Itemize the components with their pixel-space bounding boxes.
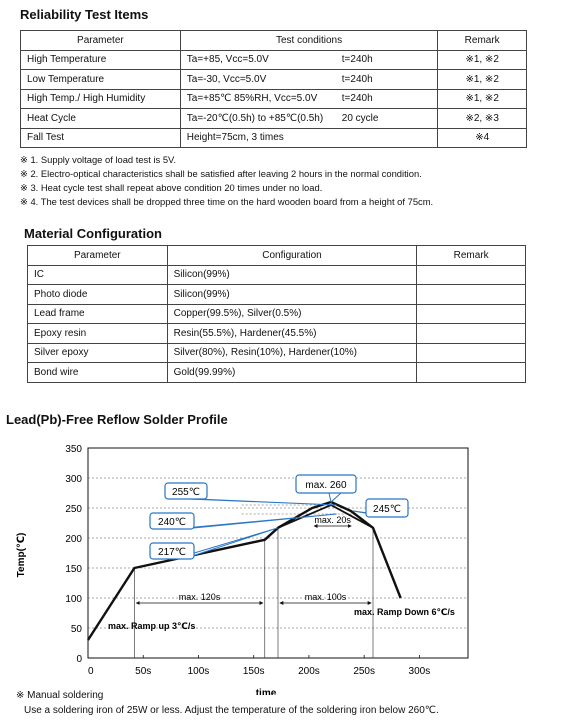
callout-label: max. 260: [305, 480, 347, 491]
y-tick-label: 50: [70, 624, 82, 635]
x-tick-label: 300s: [408, 666, 431, 677]
row-parameter: Lead frame: [28, 304, 168, 324]
x-tick-label: 100s: [187, 666, 210, 677]
y-tick-label: 0: [76, 654, 82, 665]
row-parameter: High Temp./ High Humidity: [21, 89, 181, 109]
y-tick-label: 100: [65, 594, 82, 605]
table-row: [28, 363, 526, 383]
header-parameter: Parameter: [28, 246, 168, 266]
row-condition: [180, 50, 438, 70]
row-remark: [417, 343, 526, 363]
header-remark: Remark: [438, 31, 527, 51]
row-condition: [180, 70, 438, 90]
span-label: max. 20s: [314, 515, 351, 525]
header-test-conditions: Test conditions: [180, 31, 438, 51]
row-remark: ※1, ※2: [438, 50, 527, 70]
table-row: [28, 304, 526, 324]
row-parameter: IC: [28, 265, 168, 285]
table-row: [21, 109, 527, 129]
table-row: [21, 128, 527, 148]
row-remark: [417, 324, 526, 344]
callout-pointer: [188, 499, 336, 505]
callout-pointer: [174, 514, 336, 529]
note: ※ 1. Supply voltage of load test is 5V.: [20, 154, 177, 165]
y-tick-label: 250: [65, 504, 82, 515]
condition-text: Ta=+85, Vcc=5.0V: [186, 54, 269, 66]
row-remark: [417, 285, 526, 305]
span-label: max. 100s: [304, 592, 347, 602]
callout-label: 245℃: [373, 504, 401, 515]
x-tick-label: 150s: [242, 666, 265, 677]
row-remark: ※4: [438, 128, 527, 148]
condition-text: Height=75cm, 3 times: [186, 132, 284, 144]
row-condition: [180, 128, 438, 148]
row-configuration: Silicon(99%): [167, 285, 417, 305]
material-title: Material Configuration: [24, 226, 162, 241]
condition-time: t=240h: [341, 73, 373, 85]
material-table: [27, 245, 526, 383]
profile-title: Lead(Pb)-Free Reflow Solder Profile: [6, 412, 228, 427]
row-remark: ※1, ※2: [438, 70, 527, 90]
header-remark: Remark: [417, 246, 526, 266]
row-configuration: Gold(99.99%): [167, 363, 417, 383]
condition-text: Ta=-20℃(0.5h) to +85℃(0.5h): [186, 112, 324, 124]
row-parameter: Heat Cycle: [21, 109, 181, 129]
row-remark: [417, 265, 526, 285]
x-tick-label: 250s: [353, 666, 376, 677]
row-configuration: Resin(55.5%), Hardener(45.5%): [167, 324, 417, 344]
row-remark: ※2, ※3: [438, 109, 527, 129]
row-parameter: Bond wire: [28, 363, 168, 383]
axis-ticks: [65, 444, 430, 677]
row-condition: [180, 109, 438, 129]
reliability-notes: [20, 153, 433, 209]
table-row: [21, 50, 527, 70]
table-header-row: [21, 31, 527, 51]
x-tick-label: 200s: [298, 666, 320, 677]
condition-text: Ta=-30, Vcc=5.0V: [186, 73, 267, 85]
table-row: [28, 265, 526, 285]
table-row: [21, 70, 527, 90]
header-parameter: Parameter: [21, 31, 181, 51]
y-axis-label: Temp(℃): [16, 532, 27, 578]
condition-time: 20 cycle: [341, 112, 379, 124]
note: ※ 3. Heat cycle test shall repeat above condition 20 times under no load.: [20, 182, 323, 193]
row-parameter: Low Temperature: [21, 70, 181, 90]
y-tick-label: 350: [65, 444, 82, 455]
footer-note-title: ※ Manual soldering: [16, 690, 104, 701]
row-parameter: Photo diode: [28, 285, 168, 305]
note: ※ 2. Electro-optical characteristics shall be satisfied after leaving 2 hours in the normal condition.: [20, 168, 422, 179]
temperature-callouts: [150, 475, 408, 559]
table-row: [28, 343, 526, 363]
row-remark: ※1, ※2: [438, 89, 527, 109]
reliability-title: Reliability Test Items: [20, 7, 149, 22]
reliability-table: [20, 30, 527, 148]
row-configuration: Silicon(99%): [167, 265, 417, 285]
note: ※ 4. The test devices shall be dropped three time on the hard wooden board from a height of 75cm.: [20, 196, 434, 207]
footer-note-text: Use a soldering iron of 25W or less. Adjust the temperature of the soldering iron below 260℃.: [24, 705, 439, 716]
y-tick-label: 300: [65, 474, 82, 485]
callout-label: 217℃: [158, 547, 186, 558]
row-configuration: Silver(80%), Resin(10%), Hardener(10%): [167, 343, 417, 363]
y-tick-label: 200: [65, 534, 82, 545]
table-row: [28, 285, 526, 305]
row-remark: [417, 363, 526, 383]
x-tick-label: 0: [88, 666, 94, 677]
row-parameter: Fall Test: [21, 128, 181, 148]
ramp-down-annotation: max. Ramp Down 6℃/s: [354, 607, 455, 617]
table-header-row: [28, 246, 526, 266]
x-tick-label: 50s: [135, 666, 152, 677]
callout-pointer: [329, 493, 341, 502]
header-configuration: Configuration: [167, 246, 417, 266]
table-row: [28, 324, 526, 344]
row-configuration: Copper(99.5%), Silver(0.5%): [167, 304, 417, 324]
condition-time: t=240h: [341, 93, 373, 105]
reflow-profile-chart: [0, 405, 573, 695]
row-remark: [417, 304, 526, 324]
condition-text: Ta=+85℃ 85%RH, Vcc=5.0V: [186, 93, 318, 105]
x-axis-label: time: [255, 688, 277, 695]
row-parameter: High Temperature: [21, 50, 181, 70]
callout-label: 255℃: [172, 487, 200, 498]
row-parameter: Epoxy resin: [28, 324, 168, 344]
span-label: max. 120s: [178, 592, 221, 602]
table-row: [21, 89, 527, 109]
row-parameter: Silver epoxy: [28, 343, 168, 363]
ramp-up-annotation: max. Ramp up 3℃/s: [108, 621, 196, 631]
callout-label: 240℃: [158, 517, 186, 528]
y-tick-label: 150: [65, 564, 82, 575]
condition-time: t=240h: [341, 54, 373, 66]
row-condition: [180, 89, 438, 109]
ramp-annotations: [108, 607, 455, 631]
